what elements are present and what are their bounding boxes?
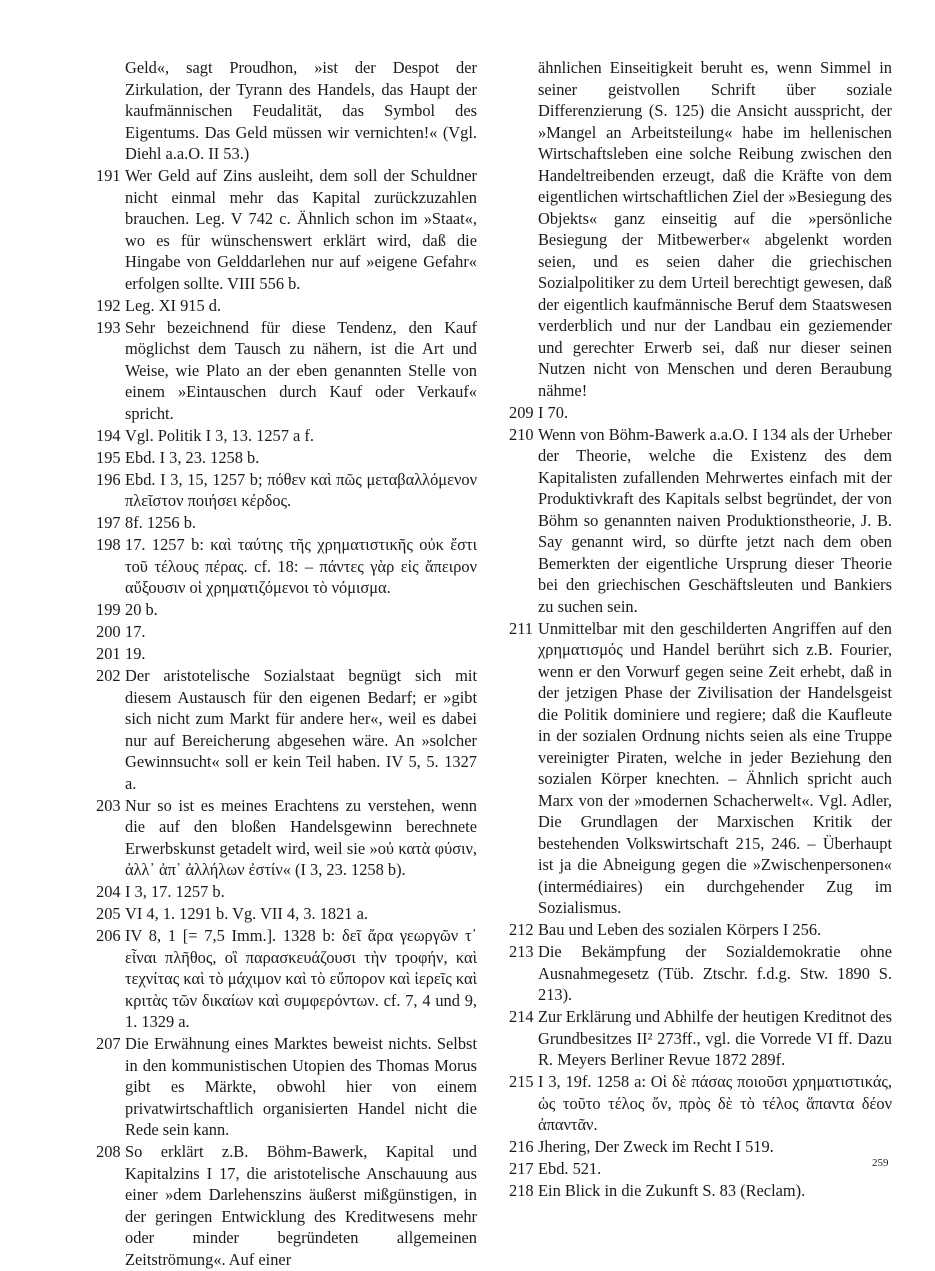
footnote-205 <box>96 903 477 925</box>
footnote-text: Leg. XI 915 d. <box>125 295 222 315</box>
footnote-text: Vgl. Politik I 3, 13. 1257 a f. <box>125 425 314 445</box>
footnote-210 <box>509 424 892 618</box>
footnote-text: So erklärt z.B. Böhm-Bawerk, Kapital und Kapitalzins I 17, die aristotelische Anschauung aus einer »dem Darlehenszins äußerst mißgünstigen, in der geringen Entwicklung des Kreditwesens mehr oder minder begründeten allgemeinen Zeitströmung«. Auf einer <box>125 1142 477 1269</box>
footnote-text: Wenn von Böhm-Bawerk a.a.O. I 134 als der Urheber der Theorie, welche die Existenz des dem Kapitalisten zufallenden Mehrwertes einfach mit der Produktivkraft des Kapitals selbst begründet, der von Böhm so genannten naiven Produktionstheorie, J. B. Say genannt wird, so dürfte jetzt nach dem oben Bemerkten der eigentliche Ursprung dieser Theorie bei den griechischen Geschäftsleuten und Bankiers zu suchen sein. <box>538 424 892 616</box>
footnote-206 <box>96 925 477 1033</box>
footnote-number: 212 <box>509 920 534 939</box>
footnote-text: 19. <box>125 644 146 663</box>
footnote-text: 17. <box>125 622 146 641</box>
footnote-text: Ebd. I 3, 23. 1258 b. <box>125 447 260 467</box>
footnote-211 <box>509 618 892 919</box>
footnote-192 <box>96 295 477 317</box>
footnote-text: Ebd. I 3, 15, 1257 b; πόθεν καὶ πῶς μεταβαλλόμενον πλεῖστον ποιήσει κέρδος. <box>125 469 477 510</box>
footnote-201 <box>96 643 477 665</box>
footnote-number: 206 <box>96 926 121 945</box>
footnote-number: 201 <box>96 644 121 663</box>
page-number: 259 <box>872 1157 889 1169</box>
footnote-number: 210 <box>509 424 534 444</box>
footnote-text: 17. 1257 b: καὶ ταύτης τῆς χρηματιστικῆς οὐκ ἔστι τοῦ τέλους πέρας. cf. 18: – πάντες γὰρ εἰς ἄπειρον αὔξουσιν οἱ χρηματιζόμενοι τὸ νόμισμα. <box>125 535 477 597</box>
footnote-218 <box>509 1180 892 1202</box>
footnote-text: Sehr bezeichnend für diese Tendenz, den Kauf möglichst dem Tausch zu nähern, ist die Art und Weise, wie Plato an der eben genannten Stelle von einem »Eintauschen durch Kauf oder Verkauf« spricht. <box>125 317 477 423</box>
footnote-text: I 3, 19f. 1258 a: Οἱ δὲ πάσας ποιοῦσι χρηματιστικάς, ὡς τοῦτο τέλος ὄν, πρὸς δὲ τὸ τέλος ἅπαντα δέον ἀπαντᾶν. <box>538 1072 892 1134</box>
left-column <box>96 57 477 1271</box>
footnote-text: Jhering, Der Zweck im Recht I 519. <box>538 1137 774 1156</box>
footnote-text: Wer Geld auf Zins ausleiht, dem soll der Schuldner nicht einmal mehr das Kapital zurückzuzahlen brauchen. Leg. V 742 c. Ähnlich schon im »Staat«, wo es für wünschenswert erklärt wird, daß die Hingabe von Gelddarlehen nur auf »eigene Gefahr« erfolgen sollte. VIII 556 b. <box>125 166 477 293</box>
footnote-number: 211 <box>509 618 533 638</box>
footnote-text: Der aristotelische Sozialstaat begnügt sich mit diesem Austausch für den eigenen Bedarf; er »gibt sich nicht zum Markt für andere her«, weil es dabei nur auf Bereicherung abgesehen wäre. An »solcher Gewinnsucht« soll er kein Teil haben. IV 5, 5. 1327 a. <box>125 666 477 793</box>
footnote-number: 198 <box>96 535 121 554</box>
footnote-text: 8f. 1256 b. <box>125 513 197 532</box>
footnote-213 <box>509 941 892 1006</box>
footnote-208 <box>96 1141 477 1270</box>
footnote-text: Die Erwähnung eines Marktes beweist nichts. Selbst in den kommunistischen Utopien des Thomas Morus gibt es Märkte, obwohl hier von einem privatwirtschaftlich organisierten Handel nicht die Rede sein kann. <box>125 1034 477 1139</box>
footnote-text: Geld«, sagt Proudhon, »ist der Despot der Zirkulation, der Tyrann des Handels, das Haupt der kaufmännischen Feudalität, das Symbol des Eigentums. Das Geld müssen wir vernichten!« (Vgl. Diehl a.a.O. II 53.) <box>125 58 477 163</box>
footnote-191 <box>96 165 477 294</box>
footnote-number: 205 <box>96 904 121 923</box>
footnote-continuation <box>509 57 892 401</box>
footnote-text: VI 4, 1. 1291 b. Vg. VII 4, 3. 1821 a. <box>125 904 368 923</box>
footnote-text: Bau und Leben des sozialen Körpers I 256. <box>538 920 822 939</box>
footnote-number: 193 <box>96 317 121 337</box>
footnote-text: Zur Erklärung und Abhilfe der heutigen Kreditnot des Grundbesitzes II² 273ff., vgl. die Vorrede VI ff. Dazu R. Meyers Berliner Revue 1872 289f. <box>538 1007 892 1069</box>
footnote-216 <box>509 1136 892 1158</box>
footnote-number: 192 <box>96 295 121 315</box>
footnote-215 <box>509 1071 892 1136</box>
footnote-text: Unmittelbar mit den geschilderten Angriffen auf den χρηματισμός und Handel berührt sich z.B. Fourier, wenn er den Vorwurf gegen seine Zeit erhebt, daß in der jetzigen Phase der Zivilisation der Handelsgeist die Politik dominiere und regiere; daß die Kaufleute in der sozialen Ordnung nichts seien als eine Truppe vereinigter Piraten, welche in jeder Beziehung den sozialen Körper knechten. – Ähnlich spricht auch Marx von der »modernen Schacherwelt«. Vgl. Adler, Die Grundlagen der Marxischen Kritik der bestehenden Volkswirtschaft 215, 246. – Überhaupt ist ja die Abneigung gegen die »Zwischenpersonen« (intermédiaires) ein durchgehender Zug im Sozialismus. <box>538 618 892 917</box>
footnote-204 <box>96 881 477 903</box>
footnote-194 <box>96 425 477 447</box>
footnote-number: 215 <box>509 1072 534 1091</box>
footnote-198 <box>96 534 477 599</box>
footnote-number: 199 <box>96 600 121 619</box>
footnote-text: Ein Blick in die Zukunft S. 83 (Reclam). <box>538 1181 806 1200</box>
footnote-217 <box>509 1158 892 1180</box>
footnote-202 <box>96 665 477 794</box>
right-column <box>509 57 892 1202</box>
footnote-200 <box>96 621 477 643</box>
footnote-text: I 70. <box>538 402 569 422</box>
footnote-209 <box>509 402 892 424</box>
footnote-number: 213 <box>509 942 534 961</box>
footnote-number: 209 <box>509 402 534 422</box>
footnote-text: I 3, 17. 1257 b. <box>125 882 225 901</box>
footnote-number: 207 <box>96 1034 121 1053</box>
footnote-203 <box>96 795 477 881</box>
footnote-number: 191 <box>96 166 121 185</box>
footnote-197 <box>96 512 477 534</box>
footnote-number: 195 <box>96 447 121 467</box>
footnote-212 <box>509 919 892 941</box>
footnote-number: 203 <box>96 795 121 815</box>
footnote-continuation <box>96 57 477 165</box>
footnote-199 <box>96 599 477 621</box>
footnote-number: 217 <box>509 1159 534 1178</box>
footnote-number: 208 <box>96 1142 121 1161</box>
footnote-193 <box>96 317 477 425</box>
footnote-number: 216 <box>509 1137 534 1156</box>
footnote-number: 202 <box>96 666 121 685</box>
footnote-195 <box>96 447 477 469</box>
footnote-text: IV 8, 1 [= 7,5 Imm.]. 1328 b: δεῖ ἄρα γεωργῶν τ᾽ εἶναι πλῆθος, οἳ παρασκευάζουσι τὴν τροφήν, καὶ τεχνίτας καὶ τὸ μάχιμον καὶ τὸ εὔπορον καὶ ἱερεῖς καὶ κριτὰς τῶν δικαίων καὶ συμφερόντων. cf. 7, 4 und 9, 1. 1329 a. <box>125 926 477 1031</box>
footnote-text: Die Bekämpfung der Sozialdemokratie ohne Ausnahmegesetz (Tüb. Ztschr. f.d.g. Stw. 1890 S. 213). <box>538 942 892 1004</box>
footnote-text: ähnlichen Einseitigkeit beruht es, wenn Simmel in seiner geistvollen Schrift über soziale Differenzierung (S. 125) die Ansicht ausspricht, der »Mangel an Arbeitsteilung« habe im hellenischen Wirtschaftsleben eine solche Reibung zwischen den Handeltreibenden erzeugt, daß die Kräfte von dem eigentlichen wirtschaftlichen Ziel der »Besiegung des Objekts« ganz einseitig auf die »persönliche Besiegung der Mitbewerber« abgelenkt worden seien, und es seien daher die griechischen Sozialpolitiker zu dem Urteil berechtigt gewesen, daß der eigentlich kaufmännische Beruf dem Staatswesen verderblich und nur der Landbau ein geziemender und gerechter Erwerb sei, daß nur dieser seinen Nutzen nicht von Menschen und deren Beraubung nähme! <box>538 58 892 400</box>
footnote-number: 200 <box>96 622 121 641</box>
footnote-number: 196 <box>96 469 121 489</box>
footnote-number: 204 <box>96 882 121 901</box>
footnote-number: 194 <box>96 425 121 445</box>
footnote-214 <box>509 1006 892 1071</box>
footnote-number: 218 <box>509 1181 534 1200</box>
footnote-196 <box>96 469 477 512</box>
footnote-number: 197 <box>96 513 121 532</box>
footnote-text: 20 b. <box>125 600 158 619</box>
footnote-text: Ebd. 521. <box>538 1159 602 1178</box>
footnote-text: Nur so ist es meines Erachtens zu verstehen, wenn die auf den bloßen Handelsgewinn berechnete Erwerbskunst getadelt wird, weil sie »οὐ κατὰ φύσιν, ἀλλ᾽ ἀπ᾽ ἀλλήλων ἐστίν« (I 3, 23. 1258 b). <box>125 795 477 879</box>
footnote-number: 214 <box>509 1007 534 1026</box>
footnote-207 <box>96 1033 477 1141</box>
